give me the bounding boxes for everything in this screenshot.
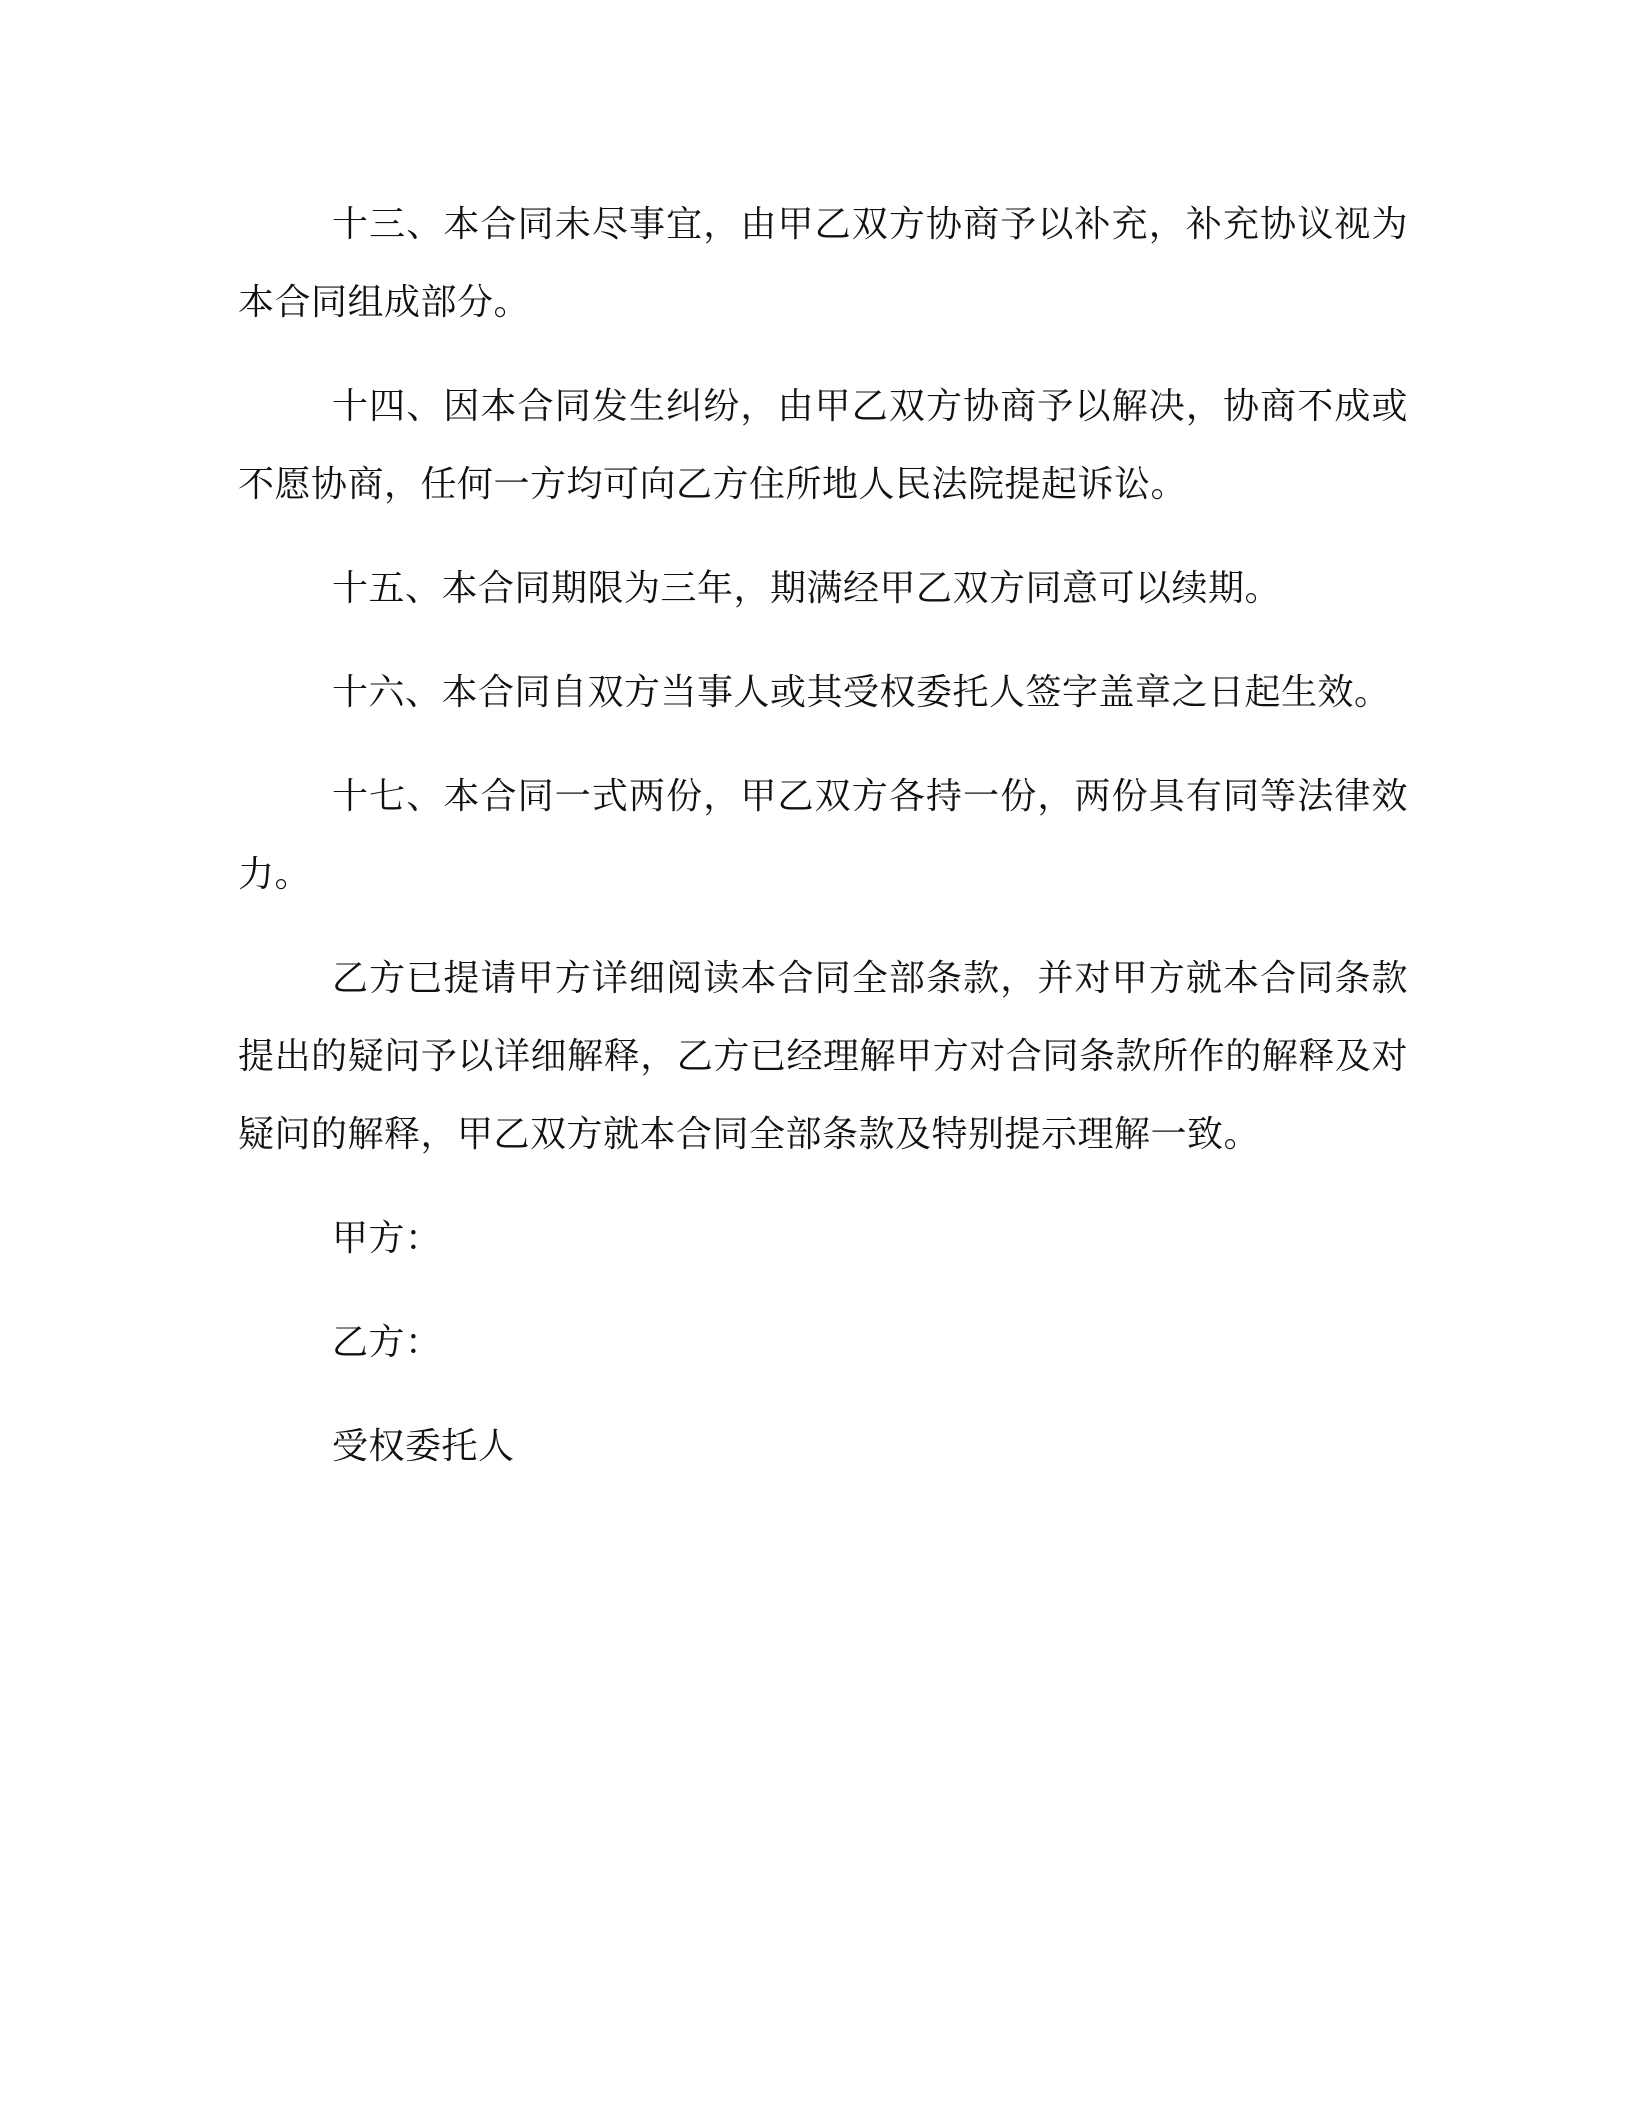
party-b-signature-line: 乙方： [332,1322,442,1363]
party-a-signature-line: 甲方： [332,1218,442,1259]
acknowledgement-paragraph: 乙方已提请甲方详细阅读本合同全部条款，并对甲方就本合同条款提出的疑问予以详细解释，乙方已经理解甲方对合同条款所作的解释及对疑问的解释，甲乙双方就本合同全部条款及特别提示理解一致。 [238,958,1408,1155]
clause-13: 十三、本合同未尽事宜，由甲乙双方协商予以补充，补充协议视为本合同组成部分。 [238,204,1408,323]
document-body [238,186,1408,1512]
clause-16: 十六、本合同自双方当事人或其受权委托人签字盖章之日起生效。 [332,672,1391,713]
authorized-agent-line: 受权委托人 [332,1426,515,1467]
clause-15: 十五、本合同期限为三年，期满经甲乙双方同意可以续期。 [332,568,1282,609]
clause-17: 十七、本合同一式两份，甲乙双方各持一份，两份具有同等法律效力。 [238,776,1408,895]
clause-14: 十四、因本合同发生纠纷，由甲乙双方协商予以解决，协商不成或不愿协商，任何一方均可向乙方住所地人民法院提起诉讼。 [238,386,1408,505]
